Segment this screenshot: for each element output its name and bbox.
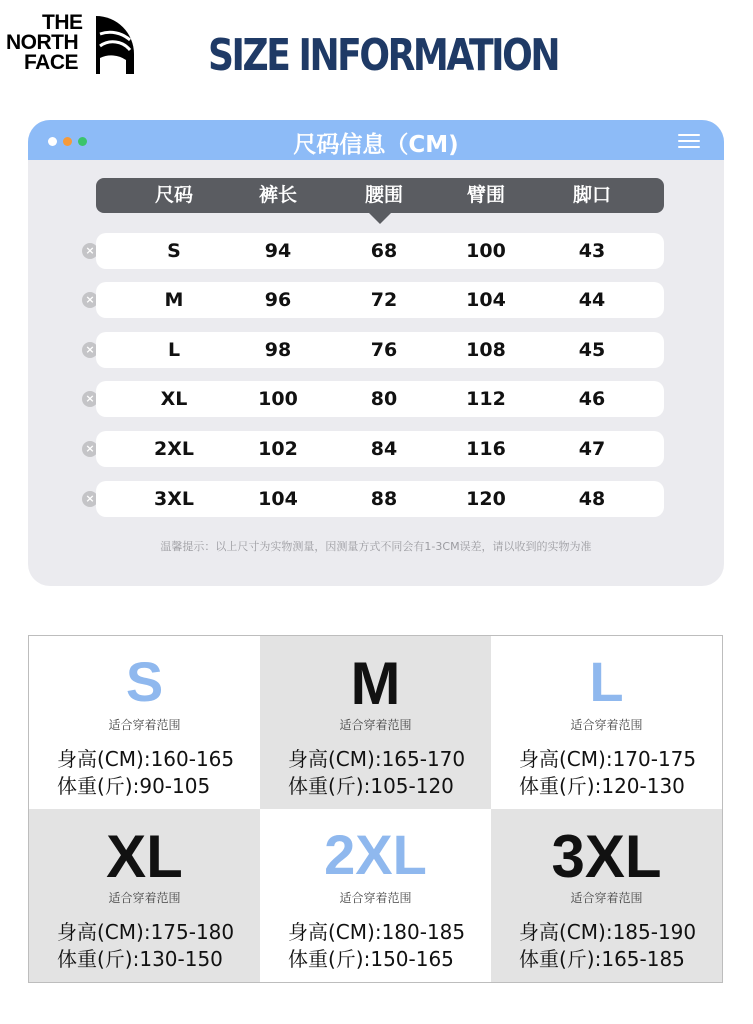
table-row: [96, 332, 664, 368]
height-range: 身高(CM):185-190: [519, 920, 697, 944]
table-cell: 2XL: [154, 438, 194, 460]
table-cell: 88: [370, 488, 398, 510]
table-cell: XL: [160, 388, 188, 410]
size-card: [29, 636, 260, 809]
measurement-note: 温馨提示：以上尺寸为实物测量，因测量方式不同会有1-3CM误差，请以收到的实物为准: [160, 540, 592, 553]
size-letter: XL: [106, 823, 183, 890]
logo-text-line2: NORTH: [6, 31, 79, 54]
table-cell: 108: [466, 339, 506, 361]
column-header: 脚口: [572, 184, 611, 206]
half-dome-icon: [96, 16, 134, 74]
table-header: [96, 178, 664, 213]
column-header: 裤长: [258, 184, 297, 206]
remove-row-icon[interactable]: ×: [82, 292, 98, 308]
weight-range: 体重(斤):130-150: [57, 947, 223, 971]
page-title: SIZE INFORMATION: [208, 30, 559, 81]
size-letter: L: [589, 650, 624, 713]
table-cell: 72: [370, 289, 398, 311]
column-header: 尺码: [154, 184, 193, 206]
size-letter: 3XL: [551, 823, 662, 890]
table-cell: 47: [578, 438, 606, 460]
size-letter: M: [350, 650, 401, 717]
table-cell: M: [164, 289, 184, 311]
table-cell: 44: [578, 289, 606, 311]
table-cell: 3XL: [154, 488, 194, 510]
fit-range-label: 适合穿着范围: [339, 891, 412, 905]
size-card: [491, 636, 722, 809]
height-range: 身高(CM):175-180: [57, 920, 235, 944]
fit-range-label: 适合穿着范围: [570, 718, 643, 732]
table-cell: 96: [264, 289, 292, 311]
weight-range: 体重(斤):150-165: [288, 947, 454, 971]
size-card: [29, 809, 260, 982]
remove-row-icon[interactable]: ×: [82, 342, 98, 358]
table-row: [96, 481, 664, 517]
table-cell: 84: [370, 438, 398, 460]
fit-range-label: 适合穿着范围: [108, 718, 181, 732]
fit-range-label: 适合穿着范围: [570, 891, 643, 905]
table-cell: 43: [578, 240, 606, 262]
size-card: [260, 809, 491, 982]
logo-text-line1: THE: [42, 11, 83, 34]
table-cell: 104: [258, 488, 298, 510]
height-range: 身高(CM):170-175: [519, 747, 697, 771]
panel-header: [28, 120, 724, 160]
brand-logo: [6, 10, 134, 74]
table-cell: 100: [466, 240, 506, 262]
weight-range: 体重(斤):165-185: [519, 947, 685, 971]
table-row: [96, 233, 664, 269]
remove-row-icon[interactable]: ×: [82, 491, 98, 507]
table-cell: 94: [264, 240, 292, 262]
panel-title: 尺码信息（CM): [293, 132, 459, 158]
table-cell: 102: [258, 438, 298, 460]
size-letter: S: [125, 650, 164, 713]
table-row: [96, 431, 664, 467]
size-card: [260, 636, 491, 809]
remove-row-icon[interactable]: ×: [82, 243, 98, 259]
table-cell: 48: [578, 488, 606, 510]
weight-range: 体重(斤):120-130: [519, 774, 685, 798]
table-cell: 76: [370, 339, 398, 361]
column-header: 臂围: [466, 184, 505, 206]
size-table-panel: [28, 120, 724, 586]
table-cell: 98: [264, 339, 292, 361]
table-cell: 80: [370, 388, 398, 410]
table-cell: 104: [466, 289, 506, 311]
weight-range: 体重(斤):105-120: [288, 774, 454, 798]
table-row: [96, 381, 664, 417]
header-pointer: [369, 213, 391, 224]
table-cell: 112: [466, 388, 506, 410]
table-cell: 100: [258, 388, 298, 410]
size-guide-grid: [28, 635, 723, 983]
table-cell: S: [167, 240, 181, 262]
table-cell: L: [167, 339, 181, 361]
height-range: 身高(CM):165-170: [288, 747, 466, 771]
table-cell: 46: [578, 388, 606, 410]
size-letter: 2XL: [324, 823, 427, 886]
remove-row-icon[interactable]: ×: [82, 391, 98, 407]
table-cell: 120: [466, 488, 506, 510]
weight-range: 体重(斤):90-105: [57, 774, 211, 798]
table-row: [96, 282, 664, 318]
remove-row-icon[interactable]: ×: [82, 441, 98, 457]
logo-text-line3: FACE: [24, 51, 79, 74]
table-cell: 68: [370, 240, 398, 262]
table-cell: 116: [466, 438, 506, 460]
fit-range-label: 适合穿着范围: [339, 718, 412, 732]
height-range: 身高(CM):180-185: [288, 920, 466, 944]
menu-icon[interactable]: [678, 134, 700, 148]
fit-range-label: 适合穿着范围: [108, 891, 181, 905]
size-card: [491, 809, 722, 982]
table-cell: 45: [578, 339, 606, 361]
height-range: 身高(CM):160-165: [57, 747, 235, 771]
column-header: 腰围: [364, 184, 403, 206]
